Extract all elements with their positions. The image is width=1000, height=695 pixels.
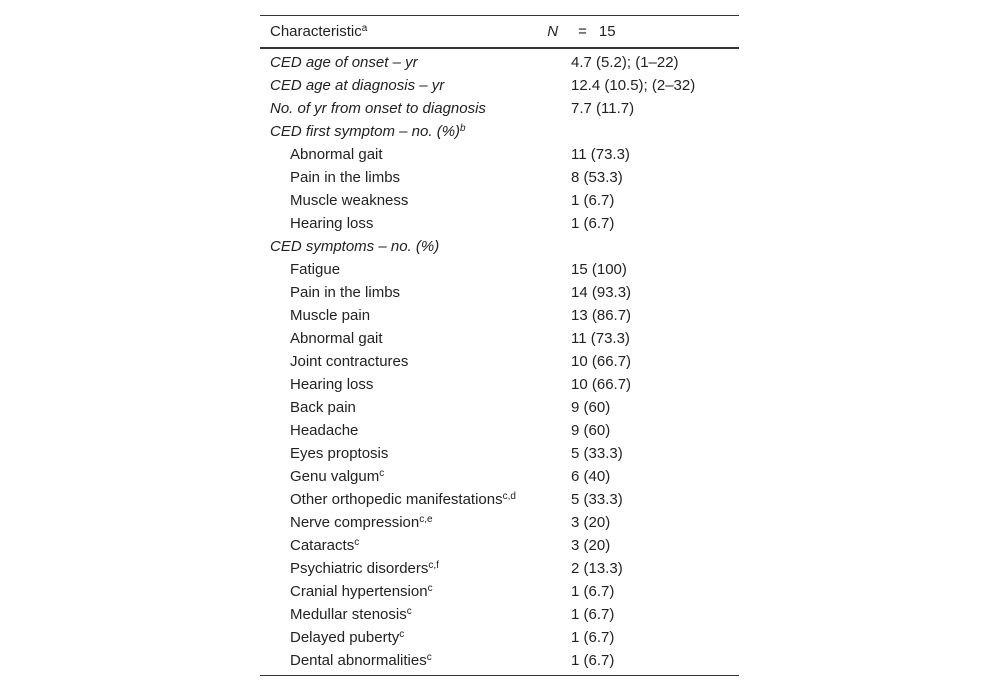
table-row: [260, 649, 739, 676]
row-value: 14 (93.3): [571, 283, 632, 301]
table-row: [260, 419, 739, 442]
row-value: 4.7 (5.2); (1–22): [571, 53, 679, 71]
row-value: 9 (60): [571, 398, 611, 416]
row-label: CED age at diagnosis – yr: [270, 76, 445, 94]
row-label: Headache: [290, 421, 359, 439]
row-label: Muscle weakness: [290, 191, 409, 209]
row-value: 3 (20): [571, 536, 611, 554]
row-value: [565, 235, 739, 258]
row-label: Pain in the limbs: [290, 283, 401, 301]
table-row: [260, 396, 739, 419]
row-value: 11 (73.3): [571, 145, 630, 163]
table-row: [260, 143, 739, 166]
row-value: 3 (20): [571, 513, 611, 531]
table-row: [260, 304, 739, 327]
row-value: 6 (40): [571, 467, 611, 485]
row-label: Cataracts$^c$: [290, 536, 360, 554]
characteristic-header: Characteristic: [270, 22, 362, 40]
table-row: [260, 603, 739, 626]
row-value: 1 (6.7): [571, 628, 615, 646]
row-label: Psychiatric disorders$^{c,f}$: [290, 559, 439, 577]
row-value: 2 (13.3): [571, 559, 623, 577]
table-header: [260, 16, 739, 48]
row-label: Abnormal gait: [290, 329, 383, 347]
row-value: 15 (100): [571, 260, 627, 278]
row-value: 1 (6.7): [571, 605, 615, 623]
table-row: [260, 212, 739, 235]
table-row: [260, 580, 739, 603]
table-row: [260, 74, 739, 97]
table-row: [260, 166, 739, 189]
row-label: Other orthopedic manifestations$^{c,d}$: [290, 490, 516, 508]
table-row: [260, 350, 739, 373]
row-label: Joint contractures: [290, 352, 409, 370]
table-row: [260, 557, 739, 580]
row-value: 5 (33.3): [571, 444, 623, 462]
characteristics-table: [260, 15, 739, 676]
row-label: Medullar stenosis$^c$: [290, 605, 412, 623]
n-equals: =: [578, 22, 587, 40]
table-row: [260, 281, 739, 304]
row-value: 13 (86.7): [571, 306, 632, 324]
row-label: Hearing loss: [290, 214, 374, 232]
table-row: [260, 327, 739, 350]
row-label: CED age of onset – yr: [270, 53, 418, 71]
row-value: 9 (60): [571, 421, 611, 439]
row-label: Hearing loss: [290, 375, 374, 393]
row-value: 12.4 (10.5); (2–32): [571, 76, 696, 94]
row-label: Back pain: [290, 398, 356, 416]
section-label: CED first symptom – no. (%)$^b$: [270, 122, 466, 140]
row-value: 1 (6.7): [571, 191, 615, 209]
row-label: Pain in the limbs: [290, 168, 401, 186]
table-row: [260, 465, 739, 488]
n-label: N: [547, 22, 559, 40]
row-label: Dental abnormalities$^c$: [260, 649, 565, 676]
characteristics-table-container: [260, 15, 739, 676]
table-row: [260, 511, 739, 534]
row-label: No. of yr from onset to diagnosis: [270, 99, 486, 117]
table-row: [260, 48, 739, 74]
table-row: [260, 97, 739, 120]
row-label: Eyes proptosis: [290, 444, 389, 462]
row-value: 1 (6.7): [571, 582, 615, 600]
row-value: 7.7 (11.7): [571, 99, 635, 117]
section-label: CED symptoms – no. (%): [270, 237, 440, 255]
row-label: Nerve compression$^{c,e}$: [290, 513, 433, 531]
row-value: 1 (6.7): [571, 214, 615, 232]
table-row: [260, 488, 739, 511]
row-value: 10 (66.7): [571, 375, 632, 393]
characteristic-header-footnote: a: [361, 22, 368, 34]
table-row: [260, 534, 739, 557]
table-row: [260, 189, 739, 212]
row-label: Cranial hypertension$^c$: [290, 582, 433, 600]
table-row: [260, 258, 739, 281]
table-row: [260, 442, 739, 465]
row-value: 8 (53.3): [571, 168, 623, 186]
row-value: 5 (33.3): [571, 490, 623, 508]
row-value: 10 (66.7): [571, 352, 632, 370]
row-label: Delayed puberty$^c$: [290, 628, 405, 646]
row-label: Muscle pain: [290, 306, 371, 324]
row-value: 11 (73.3): [571, 329, 630, 347]
section-row: [260, 120, 739, 143]
row-value: [565, 120, 739, 143]
row-label: Genu valgum$^c$: [290, 467, 385, 485]
header-row: [260, 16, 739, 48]
table-row: [260, 373, 739, 396]
table-row: [260, 626, 739, 649]
header-cell: [260, 16, 739, 48]
row-label: Abnormal gait: [290, 145, 383, 163]
section-row: [260, 235, 739, 258]
row-value: 1 (6.7): [565, 649, 739, 676]
row-label: Fatigue: [290, 260, 341, 278]
n-value: 15: [598, 22, 616, 40]
